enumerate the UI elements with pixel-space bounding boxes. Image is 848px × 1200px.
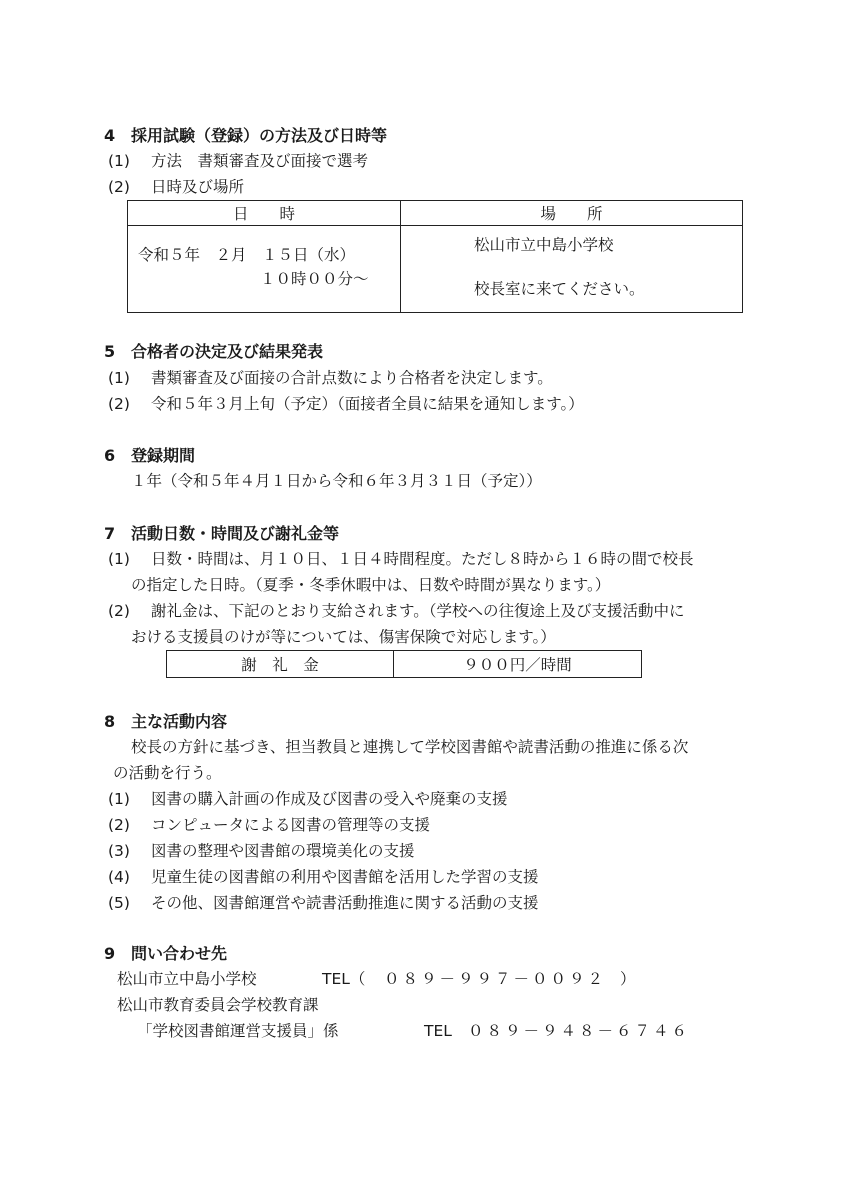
sec8-intro-line2: の活動を行う。 bbox=[113, 764, 222, 782]
sec4-item2-text: 日時及び場所 bbox=[151, 178, 245, 196]
sec5-item1-number: (1) bbox=[108, 369, 130, 387]
sec7-item2-line2: おける支援員のけが等については、傷害保険で対応します。） bbox=[131, 628, 556, 646]
sec8-item-number: (3) bbox=[108, 842, 130, 860]
sec9-heading: 問い合わせ先 bbox=[131, 944, 228, 963]
contact1-tel-number: ０８９－９９７－００９２ bbox=[384, 970, 607, 988]
sec8-item-number: (5) bbox=[108, 894, 130, 912]
contact2-org: 松山市教育委員会学校教育課 bbox=[117, 996, 319, 1014]
sec8-item-text: コンピュータによる図書の管理等の支援 bbox=[151, 816, 431, 834]
contact1-name: 松山市立中島小学校 bbox=[117, 970, 257, 988]
schedule-table bbox=[127, 200, 743, 313]
sec9-number: 9 bbox=[104, 944, 116, 963]
sec4-item2-number: (2) bbox=[108, 178, 130, 196]
contact1-tel-close: ） bbox=[620, 970, 636, 988]
sec8-item-number: (2) bbox=[108, 816, 130, 834]
sec6-heading: 登録期間 bbox=[131, 446, 196, 465]
schedule-col-place-header: 場 所 bbox=[401, 201, 743, 226]
sec4-number: 4 bbox=[104, 126, 116, 145]
sec5-item2-text: 令和５年３月上旬（予定）（面接者全員に結果を通知します。） bbox=[151, 395, 584, 413]
sec6-period: １年（令和５年４月１日から令和６年３月３１日（予定）） bbox=[131, 472, 542, 490]
sec8-item-text: 図書の購入計画の作成及び図書の受入や廃棄の支援 bbox=[151, 790, 508, 808]
sec5-item2-number: (2) bbox=[108, 395, 130, 413]
schedule-col-datetime-header: 日 時 bbox=[128, 201, 401, 226]
sec4-item1-text: 方法 書類審査及び面接で選考 bbox=[151, 152, 369, 170]
contact2-tel-label: TEL bbox=[424, 1022, 452, 1040]
fee-table bbox=[166, 650, 642, 678]
schedule-datetime-cell bbox=[128, 226, 401, 313]
sec8-heading: 主な活動内容 bbox=[131, 712, 228, 731]
sec8-item-number: (1) bbox=[108, 790, 130, 808]
sec8-intro-line1: 校長の方針に基づき、担当教員と連携して学校図書館や読書活動の推進に係る次 bbox=[131, 738, 689, 756]
sec6-number: 6 bbox=[104, 446, 116, 465]
sec5-number: 5 bbox=[104, 342, 116, 361]
sec7-item1-line1: 日数・時間は、月１０日、１日４時間程度。ただし８時から１６時の間で校長 bbox=[151, 550, 694, 568]
sec7-item1-number: (1) bbox=[108, 550, 130, 568]
schedule-date: 令和５年 ２月 １５日（水） bbox=[138, 246, 356, 264]
sec7-number: 7 bbox=[104, 524, 116, 543]
sec7-item1-line2: の指定した日時。（夏季・冬季休暇中は、日数や時間が異なります。） bbox=[131, 576, 611, 594]
sec5-item1-text: 書類審査及び面接の合計点数により合格者を決定します。 bbox=[151, 369, 553, 387]
sec7-heading: 活動日数・時間及び謝礼金等 bbox=[131, 524, 340, 543]
schedule-time: １０時００分～ bbox=[260, 270, 369, 288]
schedule-place-cell bbox=[401, 226, 743, 313]
sec4-heading: 採用試験（登録）の方法及び日時等 bbox=[131, 126, 388, 145]
sec4-item1-number: (1) bbox=[108, 152, 130, 170]
fee-value: ９００円／時間 bbox=[394, 651, 642, 678]
schedule-place-school: 松山市立中島小学校 bbox=[474, 236, 614, 254]
sec8-item-text: 図書の整理や図書館の環境美化の支援 bbox=[151, 842, 415, 860]
contact1-tel-label: TEL（ bbox=[322, 970, 366, 988]
sec8-item-text: その他、図書館運営や読書活動推進に関する活動の支援 bbox=[151, 894, 539, 912]
sec7-item2-number: (2) bbox=[108, 602, 130, 620]
sec5-heading: 合格者の決定及び結果発表 bbox=[131, 342, 324, 361]
sec7-item2-line1: 謝礼金は、下記のとおり支給されます。（学校への往復途上及び支援活動中に bbox=[151, 602, 685, 620]
sec8-number: 8 bbox=[104, 712, 116, 731]
fee-label: 謝 礼 金 bbox=[167, 651, 394, 678]
schedule-place-room: 校長室に来てください。 bbox=[474, 280, 645, 298]
contact2-dept: 「学校図書館運営支援員」係 bbox=[137, 1022, 339, 1040]
sec8-item-number: (4) bbox=[108, 868, 130, 886]
contact2-tel-number: ０８９－９４８－６７４６ bbox=[468, 1022, 691, 1040]
sec8-item-text: 児童生徒の図書館の利用や図書館を活用した学習の支援 bbox=[151, 868, 539, 886]
